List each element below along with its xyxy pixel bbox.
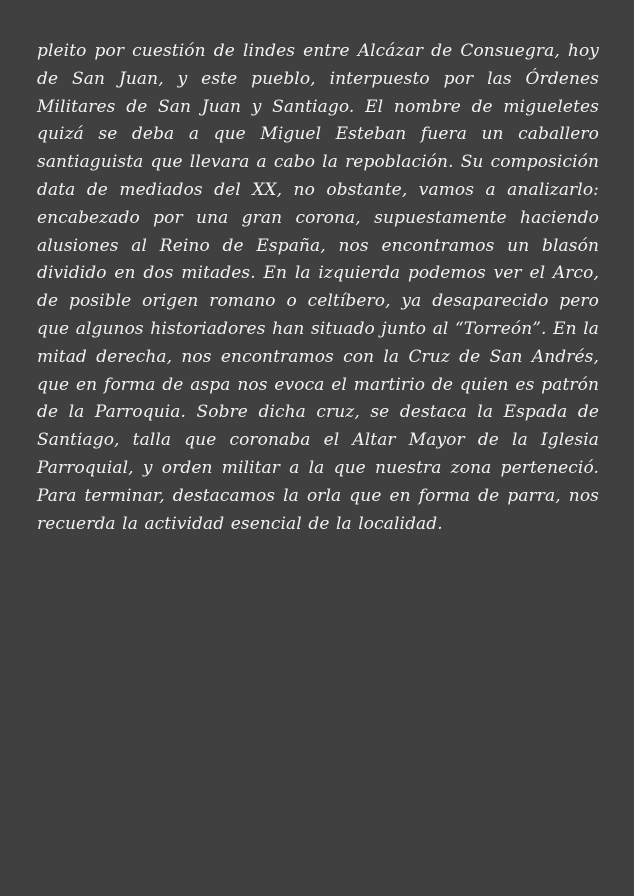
document-page <box>37 38 599 538</box>
body-paragraph: pleito por cuestión de lindes entre Alcázar de Consuegra, hoy de San Juan, y este pueblo, interpuesto por las Órdenes Militares de San Juan y Santiago. El nombre de migueletes quizá se deba a que Miguel Esteban fuera un caballero santiaguista que llevara a cabo la repoblación. Su composición data de mediados del XX, no obstante, vamos a analizarlo: encabezado por una gran corona, supuestamente haciendo alusiones al Reino de España, nos encontramos un blasón dividido en dos mitades. En la izquierda podemos ver el Arco, de posible origen romano o celtíbero, ya desaparecido pero que algunos historiadores han situado junto al “Torreón”. En la mitad derecha, nos encontramos con la Cruz de San Andrés, que en forma de aspa nos evoca el martirio de quien es patrón de la Parroquia. Sobre dicha cruz, se destaca la Espada de Santiago, talla que coronaba el Altar Mayor de la Iglesia Parroquial, y orden militar a la que nuestra zona perteneció. Para terminar, destacamos la orla que en forma de parra, nos recuerda la actividad esencial de la localidad. <box>37 41 599 534</box>
